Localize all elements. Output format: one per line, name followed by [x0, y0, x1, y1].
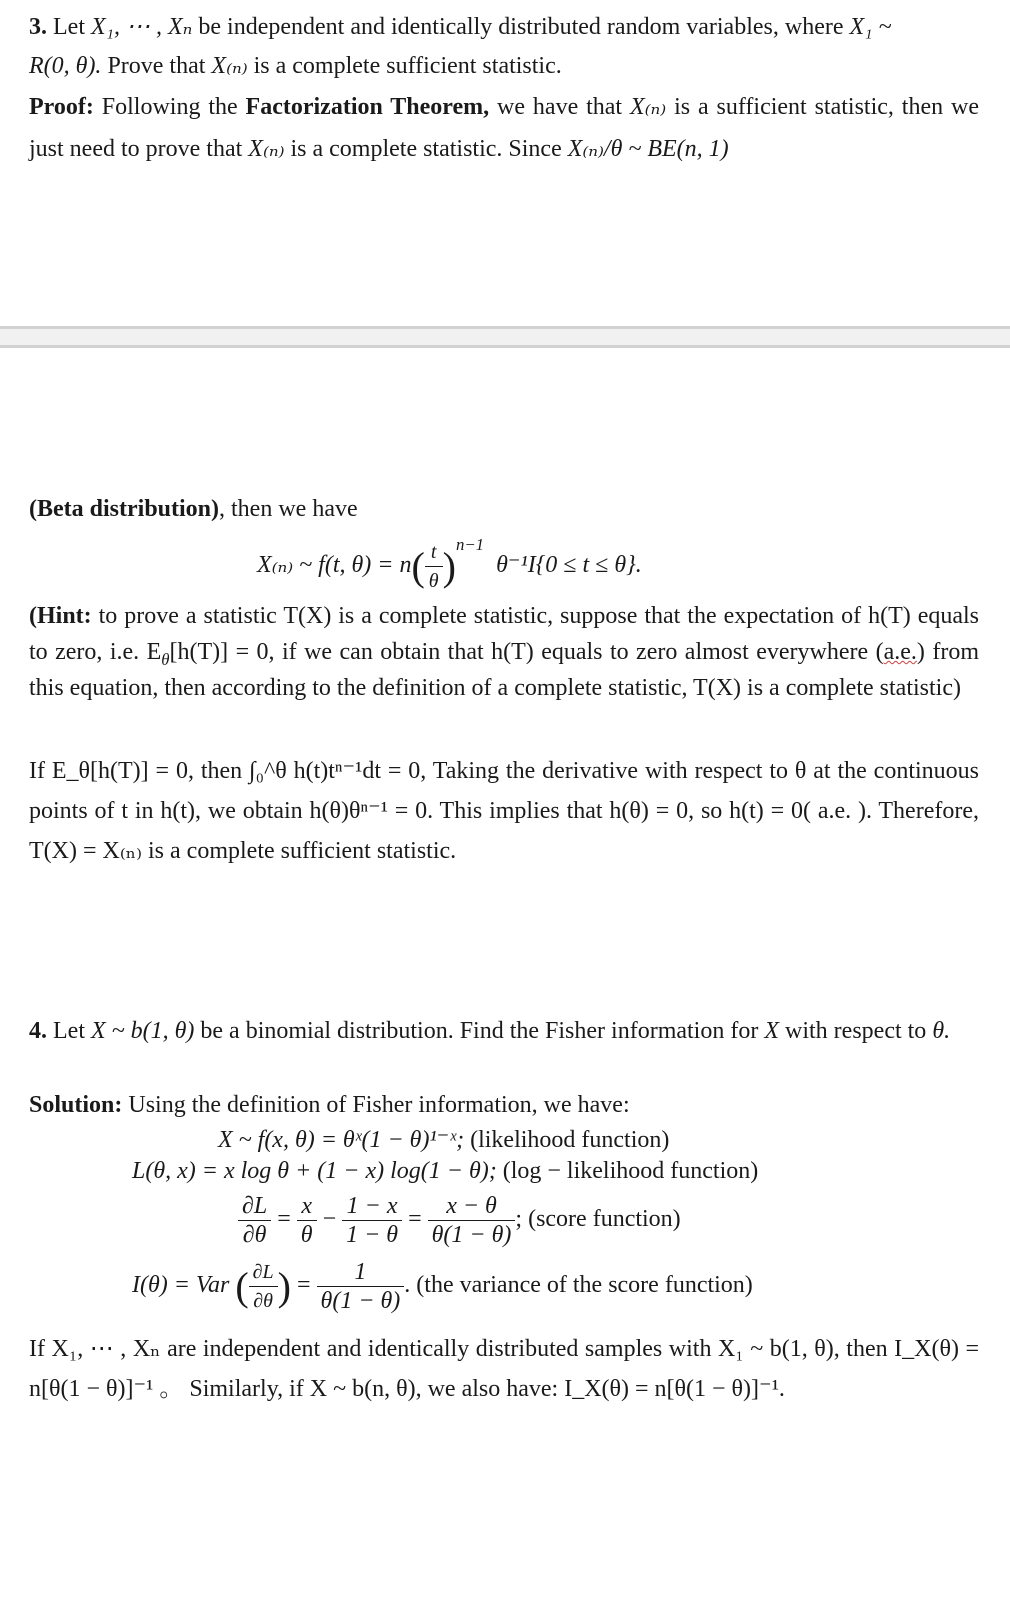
likelihood-equation [218, 1125, 669, 1154]
frac-num: ∂L [238, 1192, 271, 1221]
text: ) from this equation, then according to the definition of a complete statistic, T(X) is a complete statistic) [29, 639, 979, 701]
text: Using the definition of Fisher information, we have: [128, 1092, 630, 1118]
text: [h(T)] = 0, if we can obtain that h(T) equals to zero almost everywhere ( [169, 639, 884, 665]
score-equation: $\frac{\partial L}{\partial\theta}$ = $\frac{x}{\theta}$ − $\frac{1 - x}{1 - \theta}$ = $\frac{x - \theta}{\theta(1 - \theta)}$ ; (score function) [238, 1192, 681, 1249]
frac-den: θ(1 − θ) [320, 1288, 401, 1314]
math: X₍ₙ₎/θ ~ BE(n, 1) [567, 136, 729, 162]
frac-den: θ [300, 1222, 313, 1248]
frac-den: θ(1 − θ) [431, 1222, 512, 1248]
final-text: If X₁, ⋯ , Xₙ are independent and identically distributed samples with X₁ ~ b(1, θ), then I_X(θ) = n[θ(1 − θ)]⁻¹ 。 Similarly, if X ~ b(n, θ), we also have: I_X(θ) = n[θ(1 − θ)]⁻¹. [29, 1336, 979, 1402]
text: Let [53, 1018, 85, 1044]
text: , then we have [219, 496, 358, 522]
text: Prove that [107, 53, 206, 79]
math: θ. [932, 1018, 951, 1044]
note: . (the variance of the score function) [404, 1272, 753, 1299]
math: X₁ ~ [849, 14, 892, 40]
frac-num: x [297, 1192, 317, 1221]
density-exponent: n−1 [455, 535, 485, 555]
proof-label: Proof: [29, 94, 94, 120]
theorem-name: Factorization Theorem, [245, 94, 490, 120]
log-likelihood-equation [132, 1158, 758, 1185]
math: X₁, ⋯ , Xₙ [90, 14, 193, 40]
conclusion-paragraph [29, 751, 979, 871]
density-lhs: X₍ₙ₎ ~ f(t, θ) = n [257, 552, 412, 579]
beta-label: (Beta distribution) [29, 496, 220, 522]
frac-den: 1 − θ [346, 1222, 399, 1248]
solution-line [29, 1086, 979, 1125]
math: X ~ f(x, θ) = θˣ(1 − θ)¹⁻ˣ; [218, 1127, 465, 1153]
note: (likelihood function) [470, 1127, 670, 1153]
text: is a complete sufficient statistic. [253, 53, 562, 79]
hint-paragraph [29, 598, 979, 706]
text: is a sufficient statistic, then we just need to prove that [29, 94, 979, 162]
math: X ~ b(1, θ) [90, 1018, 195, 1044]
proof-paragraph [29, 86, 979, 170]
frac-num: 1 [317, 1258, 405, 1287]
beta-line [29, 490, 979, 529]
spellcheck-underline: a.e. [883, 639, 917, 665]
note: ; (score function) [515, 1206, 681, 1233]
note: (log − likelihood function) [502, 1158, 759, 1184]
math: L(θ, x) = x log θ + (1 − x) log(1 − θ); [132, 1158, 497, 1184]
text: be a binomial distribution. Find the Fisher information for [200, 1018, 759, 1044]
frac-num: 1 − x [342, 1192, 402, 1221]
fisher-equation: I(θ) = Var ( $\frac{\partial L}{\partial\theta}$ ) = $\frac{1}{\theta(1 - \theta)}$ . (the variance of the score function) [132, 1259, 753, 1314]
density-num: t [425, 538, 443, 567]
text: to prove a statistic T(X) is a complete statistic, suppose that the expectation of h(T) equals to zero, i.e. E [29, 603, 980, 665]
frac-den: ∂θ [253, 1290, 273, 1312]
math: X [764, 1018, 780, 1044]
frac-num: x − θ [428, 1192, 516, 1221]
conclusion-text: If E_θ[h(T)] = 0, then ∫₀^θ h(t)tⁿ⁻¹dt = 0, Taking the derivative with respect to θ at the continuous points of t in h(t), we obtain h(θ)θⁿ⁻¹ = 0. This implies that h(θ) = 0, so h(t) = 0( a.e. ). Therefore, T(X) = X₍ₙ₎ is a complete sufficient statistic. [29, 758, 979, 864]
text: we have that [497, 94, 623, 120]
problem3-number: 3. [29, 14, 47, 40]
text: is a complete statistic. Since [290, 136, 562, 162]
frac-num: ∂L [249, 1258, 278, 1287]
density-den: θ [428, 570, 439, 592]
text: Let [53, 14, 85, 40]
text: Following the [101, 94, 238, 120]
final-paragraph [29, 1329, 979, 1409]
frac-den: ∂θ [242, 1222, 267, 1248]
problem4-statement [29, 1012, 979, 1050]
density-rhs: θ⁻¹I{0 ≤ t ≤ θ}. [496, 552, 642, 579]
math: R(0, θ). [29, 53, 102, 79]
solution-label: Solution: [29, 1092, 123, 1118]
problem4-number: 4. [29, 1018, 47, 1044]
math: X₍ₙ₎ [630, 94, 667, 120]
hint-label: (Hint: [29, 603, 92, 629]
math-sub: θ [161, 649, 170, 669]
text: be independent and identically distributed random variables, where [198, 14, 844, 40]
math: I(θ) = Var [132, 1272, 230, 1299]
math: X₍ₙ₎ [248, 136, 285, 162]
text: with respect to [785, 1018, 927, 1044]
math: X₍ₙ₎ [211, 53, 248, 79]
page-break-divider [0, 326, 1010, 348]
problem3-statement [29, 8, 979, 86]
density-equation: X₍ₙ₎ ~ f(t, θ) = n( $\frac{t}{\theta}$ )$^{n-1}$ θ⁻¹I{0 ≤ t ≤ θ}. [257, 538, 642, 595]
